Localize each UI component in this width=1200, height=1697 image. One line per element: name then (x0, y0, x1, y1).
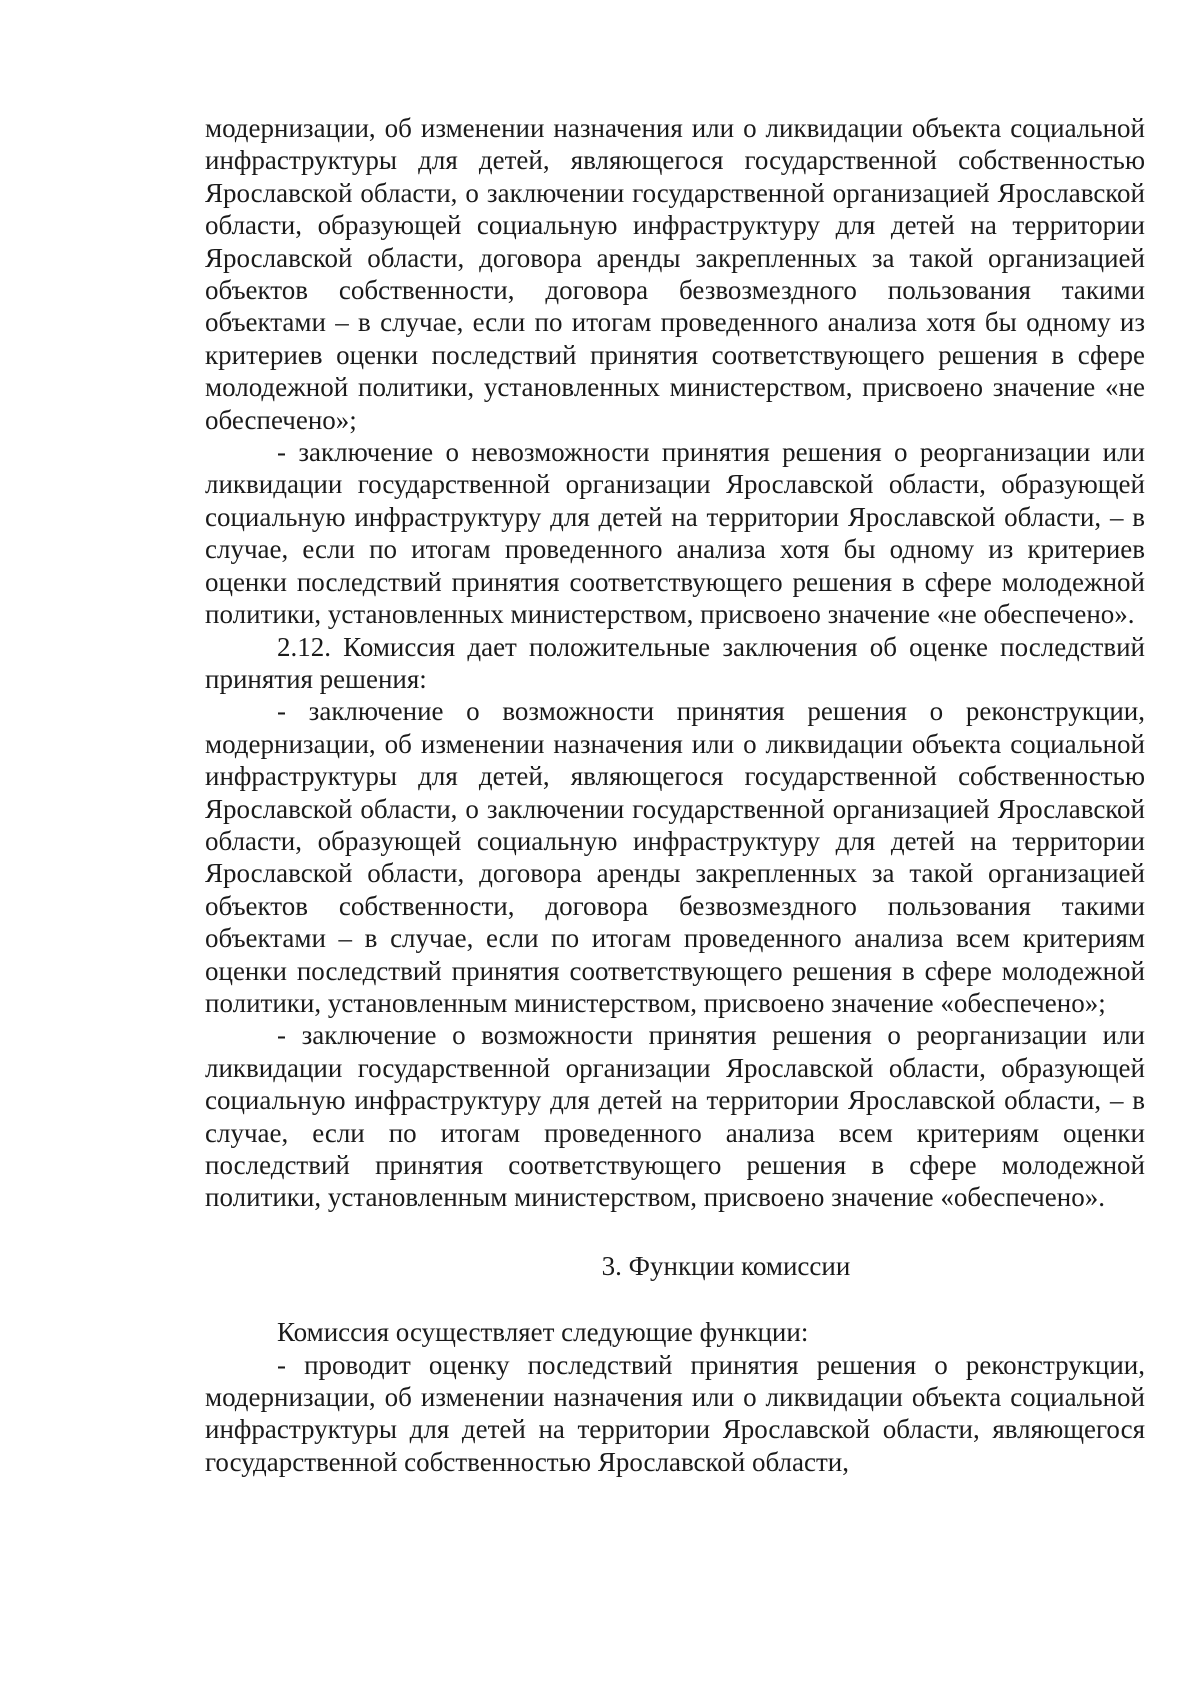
paragraph-negative-reorganization: - заключение о невозможности принятия решения о реорганизации или ликвидации государственной организации Ярославской области, образующей социальную инфраструктуру для детей на территории Ярославской области, – в случае, если по итогам проведенного анализа хотя бы одному из критериев оценки последствий принятия соответствующего решения в сфере молодежной политики, установленных министерством, присвоено значение «не обеспечено». (205, 437, 1145, 630)
paragraph-function-assessment: - проводит оценку последствий принятия решения о реконструкции, модернизации, об изменении назначения или о ликвидации объекта социальной инфраструктуры для детей на территории Ярославской области, являющегося государственной собственностью Ярославской области, (205, 1349, 1145, 1477)
paragraph-continuation: модернизации, об изменении назначения или о ликвидации объекта социальной инфраструктуры для детей, являющегося государственной собственностью Ярославской области, о заключении государственной организацией Ярославской области, образующей социальную инфраструктуру для детей на территории Ярославской области, договора аренды закрепленных за такой организацией объектов собственности, договора безвозмездного пользования такими объектами – в случае, если по итогам проведенного анализа хотя бы одному из критериев оценки последствий принятия соответствующего решения в сфере молодежной политики, установленных министерством, присвоено значение «не обеспечено»; (205, 113, 1145, 435)
paragraph-positive-reorganization: - заключение о возможности принятия решения о реорганизации или ликвидации государственной организации Ярославской области, образующей социальную инфраструктуру для детей на территории Ярославской области, – в случае, если по итогам проведенного анализа всем критериям оценки последствий принятия соответствующего решения в сфере молодежной политики, установленным министерством, присвоено значение «обеспечено». (205, 1020, 1145, 1213)
paragraph-clause-2-12: 2.12. Комиссия дает положительные заключения об оценке последствий принятия решения: (205, 631, 1145, 694)
paragraph-functions-intro: Комиссия осуществляет следующие функции: (277, 1317, 809, 1348)
section-heading (205, 1250, 1145, 1282)
document-body (205, 112, 1145, 1478)
section-heading-text: 3. Функции комиссии (601, 1250, 851, 1281)
paragraph-positive-reconstruction: - заключение о возможности принятия решения о реконструкции, модернизации, об изменении назначения или о ликвидации объекта социальной инфраструктуры для детей, являющегося государственной собственностью Ярославской области, о заключении государственной организацией Ярославской области, образующей социальную инфраструктуру для детей на территории Ярославской области, договора аренды закрепленных за такой организацией объектов собственности, договора безвозмездного пользования такими объектами – в случае, если по итогам проведенного анализа всем критериям оценки последствий принятия соответствующего решения в сфере молодежной политики, установленным министерством, присвоено значение «обеспечено»; (205, 696, 1145, 1018)
